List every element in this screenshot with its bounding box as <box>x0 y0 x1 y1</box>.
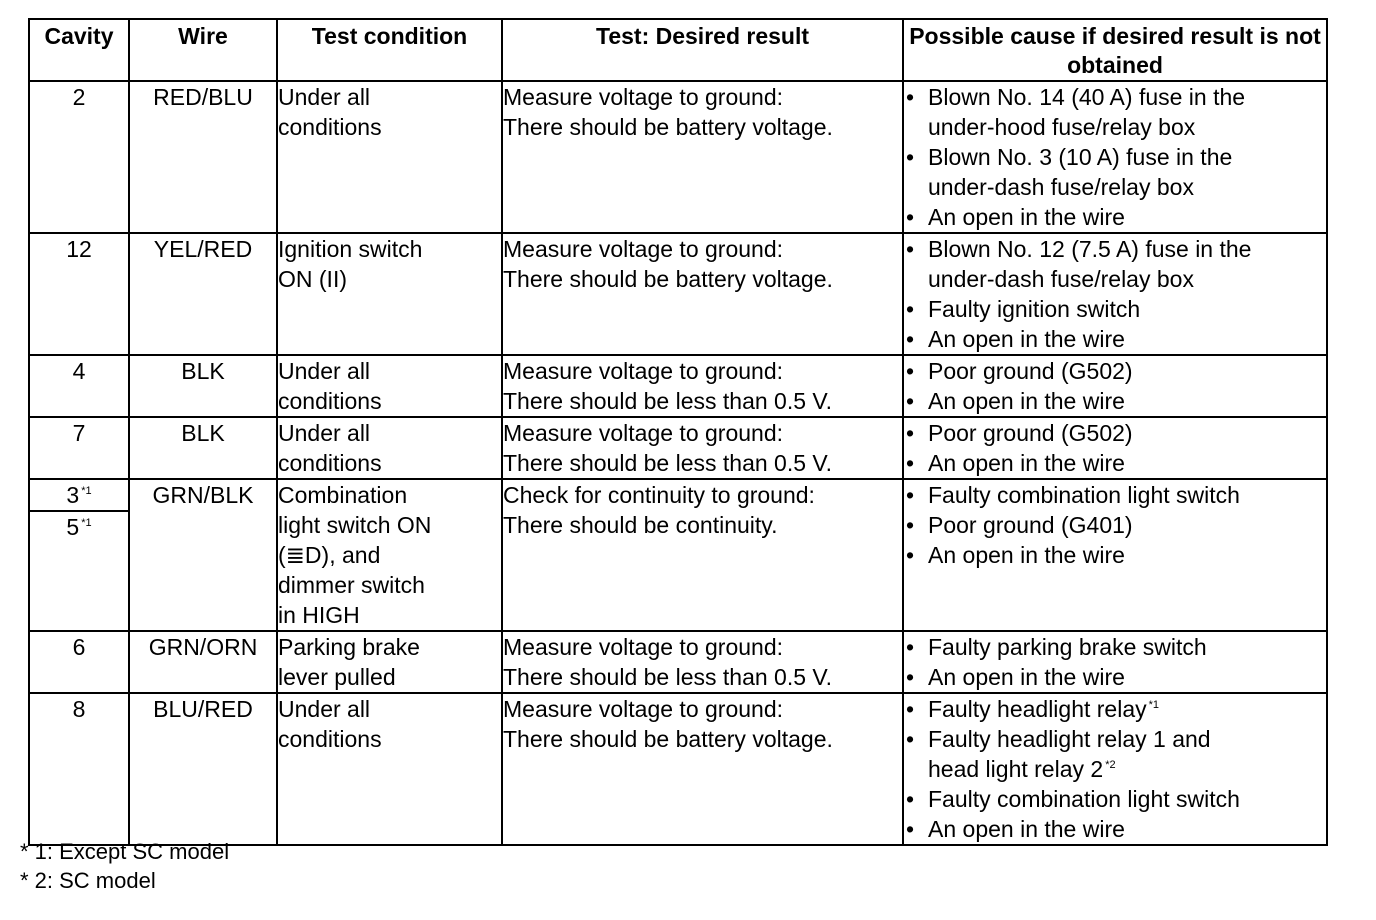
header-desired-result: Test: Desired result <box>502 19 903 81</box>
cause-text-main: head light relay 2 <box>928 756 1104 782</box>
condition-cell <box>277 233 502 355</box>
cavity-cell: 2 <box>29 81 129 233</box>
wire-cell: GRN/BLK <box>129 479 277 631</box>
cause-text <box>928 694 1326 724</box>
condition-line: Under all <box>278 84 371 110</box>
condition-line: lever pulled <box>278 664 396 690</box>
cause-item <box>904 724 1326 784</box>
cause-item <box>904 510 1326 540</box>
cause-item <box>904 418 1326 448</box>
cause-text: under-dash fuse/relay box <box>928 266 1194 292</box>
result-line: Measure voltage to ground: <box>503 634 784 660</box>
cause-text <box>928 754 1326 784</box>
footnote-marker: *1 <box>81 517 92 530</box>
result-cell <box>502 479 903 631</box>
condition-line: Ignition switch <box>278 236 423 262</box>
cause-text: • Faulty ignition switch <box>928 296 1141 322</box>
condition-cell <box>277 81 502 233</box>
causes-list <box>904 480 1326 570</box>
cause-text: • Faulty combination light switch <box>928 786 1240 812</box>
cause-text: • Poor ground (G502) <box>928 358 1133 384</box>
cause-item <box>904 540 1326 570</box>
cause-text: • An open in the wire <box>928 204 1125 230</box>
cause-text: under-dash fuse/relay box <box>928 174 1194 200</box>
causes-list <box>904 234 1326 354</box>
cause-text-main: Faulty headlight relay <box>928 696 1147 722</box>
condition-line: in HIGH <box>278 602 360 628</box>
cause-text: • Blown No. 14 (40 A) fuse in the <box>928 84 1246 110</box>
cause-item <box>904 82 1326 142</box>
result-cell <box>502 81 903 233</box>
footnote-marker: *1 <box>81 485 92 498</box>
condition-line: conditions <box>278 388 382 414</box>
cause-item <box>904 234 1326 294</box>
condition-cell <box>277 417 502 479</box>
condition-cell <box>277 693 502 845</box>
condition-line: Under all <box>278 420 371 446</box>
cavity-cell: 4 <box>29 355 129 417</box>
table-header-row <box>29 19 1327 81</box>
result-cell <box>502 631 903 693</box>
cavity-cell <box>29 479 129 631</box>
cause-text: • An open in the wire <box>928 388 1125 414</box>
cause-item <box>904 784 1326 814</box>
cause-item <box>904 356 1326 386</box>
cavity-number: 5 <box>66 514 80 540</box>
wire-cell: BLU/RED <box>129 693 277 845</box>
result-line: There should be battery voltage. <box>503 114 833 140</box>
cause-item <box>904 202 1326 232</box>
cavity-cell: 7 <box>29 417 129 479</box>
cause-text: • Poor ground (G502) <box>928 420 1133 446</box>
table-row <box>29 479 1327 631</box>
cause-text: • Faulty combination light switch <box>928 482 1240 508</box>
cause-item <box>904 386 1326 416</box>
causes-list <box>904 356 1326 416</box>
header-cavity: Cavity <box>29 19 129 81</box>
condition-line: ON (II) <box>278 266 347 292</box>
causes-cell <box>903 417 1327 479</box>
result-line: There should be less than 0.5 V. <box>503 664 833 690</box>
condition-line: Under all <box>278 358 371 384</box>
wire-cell: BLK <box>129 355 277 417</box>
cause-text: • Blown No. 12 (7.5 A) fuse in the <box>928 236 1252 262</box>
wire-cell: YEL/RED <box>129 233 277 355</box>
footnote-marker: *1 <box>1148 699 1160 712</box>
result-line: Measure voltage to ground: <box>503 84 784 110</box>
causes-cell <box>903 355 1327 417</box>
wire-cell: BLK <box>129 417 277 479</box>
condition-line: conditions <box>278 450 382 476</box>
causes-list <box>904 694 1326 844</box>
wire-cell: GRN/ORN <box>129 631 277 693</box>
result-line: There should be battery voltage. <box>503 726 833 752</box>
cavity-cell: 12 <box>29 233 129 355</box>
header-test-condition: Test condition <box>277 19 502 81</box>
result-line: Measure voltage to ground: <box>503 696 784 722</box>
cause-text: • Poor ground (G401) <box>928 512 1133 538</box>
causes-list <box>904 82 1326 232</box>
cause-text: • An open in the wire <box>928 326 1125 352</box>
result-line: Check for continuity to ground: <box>503 482 815 508</box>
cause-item <box>904 814 1326 844</box>
cause-item <box>904 694 1326 724</box>
cause-text: • An open in the wire <box>928 542 1125 568</box>
condition-cell <box>277 355 502 417</box>
condition-line: conditions <box>278 114 382 140</box>
causes-cell <box>903 233 1327 355</box>
footnote-2: * 2: SC model <box>20 868 156 893</box>
footnote-1: * 1: Except SC model <box>20 839 230 864</box>
causes-cell <box>903 81 1327 233</box>
wire-cell: RED/BLU <box>129 81 277 233</box>
cause-item <box>904 324 1326 354</box>
causes-list <box>904 418 1326 478</box>
cause-item <box>904 632 1326 662</box>
result-cell <box>502 417 903 479</box>
table-row <box>29 631 1327 693</box>
result-line: There should be less than 0.5 V. <box>503 450 833 476</box>
cavity-number: 3 <box>66 482 80 508</box>
table-row <box>29 417 1327 479</box>
condition-line: Parking brake <box>278 634 420 660</box>
result-cell <box>502 233 903 355</box>
header-wire: Wire <box>129 19 277 81</box>
condition-cell <box>277 631 502 693</box>
cause-text: • An open in the wire <box>928 450 1125 476</box>
cause-item <box>904 142 1326 202</box>
result-line: Measure voltage to ground: <box>503 236 784 262</box>
condition-line: (≣D), and <box>278 542 381 568</box>
condition-line: Under all <box>278 696 371 722</box>
cavity-cell: 6 <box>29 631 129 693</box>
condition-cell <box>277 479 502 631</box>
result-line: There should be continuity. <box>503 512 778 538</box>
causes-list <box>904 632 1326 692</box>
result-line: There should be battery voltage. <box>503 266 833 292</box>
cause-text: • Faulty headlight relay 1 and <box>928 726 1211 752</box>
result-cell <box>502 355 903 417</box>
condition-line: dimmer switch <box>278 572 425 598</box>
result-line: Measure voltage to ground: <box>503 358 784 384</box>
cavity-sub-cell <box>29 512 129 542</box>
condition-line: conditions <box>278 726 382 752</box>
causes-cell <box>903 631 1327 693</box>
cause-item <box>904 662 1326 692</box>
cause-item <box>904 480 1326 510</box>
header-possible-cause: Possible cause if desired result is not obtained <box>903 19 1327 81</box>
result-cell <box>502 693 903 845</box>
cause-item <box>904 294 1326 324</box>
cause-text: • An open in the wire <box>928 816 1125 842</box>
condition-line: Combination <box>278 482 408 508</box>
result-line: There should be less than 0.5 V. <box>503 388 833 414</box>
cavity-sub-cell <box>29 480 129 512</box>
footnote-marker: *2 <box>1105 759 1116 772</box>
footnotes <box>20 837 229 895</box>
cause-text: under-hood fuse/relay box <box>928 114 1196 140</box>
causes-cell <box>903 479 1327 631</box>
cause-text: • Faulty parking brake switch <box>928 634 1207 660</box>
result-line: Measure voltage to ground: <box>503 420 784 446</box>
cavity-cell: 8 <box>29 693 129 845</box>
cause-text: • Blown No. 3 (10 A) fuse in the <box>928 144 1233 170</box>
table-row <box>29 355 1327 417</box>
causes-cell <box>903 693 1327 845</box>
cause-text: • An open in the wire <box>928 664 1125 690</box>
table-row <box>29 81 1327 233</box>
table-row <box>29 233 1327 355</box>
table-row <box>29 693 1327 845</box>
condition-line: light switch ON <box>278 512 432 538</box>
diagnostic-table <box>28 18 1328 846</box>
cause-item <box>904 448 1326 478</box>
